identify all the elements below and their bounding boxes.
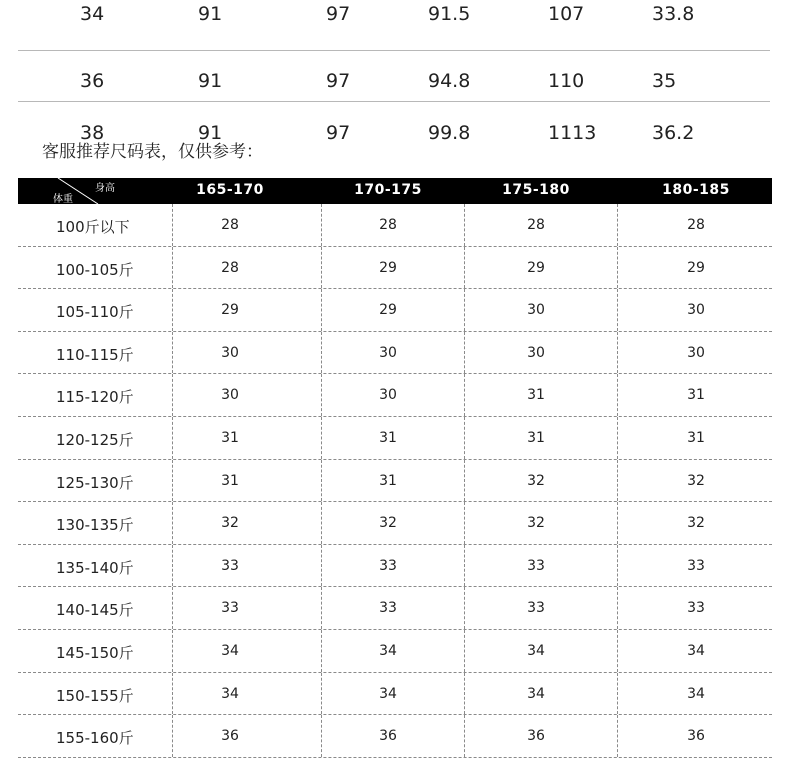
size-row bbox=[18, 673, 772, 716]
size-cell: 33 bbox=[527, 600, 545, 617]
size-cell: 29 bbox=[527, 259, 545, 276]
size-cell: 31 bbox=[687, 429, 705, 446]
measurement-cell: 94.8 bbox=[428, 70, 471, 92]
size-cell: 28 bbox=[221, 217, 239, 233]
weight-range-cell: 155-160斤 bbox=[56, 729, 134, 748]
column-divider bbox=[464, 502, 465, 544]
measurement-cell: 34 bbox=[80, 3, 105, 25]
size-cell: 29 bbox=[379, 302, 397, 319]
column-divider bbox=[464, 630, 465, 672]
size-cell: 32 bbox=[379, 515, 397, 532]
size-row bbox=[18, 502, 772, 545]
measurement-cell: 97 bbox=[326, 122, 351, 144]
size-cell: 34 bbox=[221, 685, 239, 702]
column-divider bbox=[321, 289, 322, 331]
size-cell: 29 bbox=[221, 302, 239, 319]
size-row bbox=[18, 204, 772, 247]
column-divider bbox=[617, 460, 618, 502]
size-cell: 31 bbox=[221, 429, 239, 446]
size-cell: 34 bbox=[527, 642, 545, 659]
measurement-cell: 107 bbox=[548, 3, 585, 25]
measurement-cell: 99.8 bbox=[428, 122, 471, 144]
weight-range-cell: 140-145斤 bbox=[56, 601, 134, 620]
measurement-cell: 36.2 bbox=[652, 122, 695, 144]
column-divider bbox=[321, 204, 322, 246]
size-row bbox=[18, 630, 772, 673]
size-cell: 28 bbox=[687, 217, 705, 233]
size-cell: 31 bbox=[527, 387, 545, 404]
measurement-cell: 91 bbox=[198, 70, 223, 92]
column-divider bbox=[321, 502, 322, 544]
weight-range-cell: 100斤以下 bbox=[56, 218, 130, 236]
column-divider bbox=[321, 545, 322, 587]
height-range-header: 175-180 bbox=[502, 182, 570, 198]
size-recommendation-table bbox=[18, 178, 772, 758]
column-divider bbox=[321, 374, 322, 416]
size-cell: 36 bbox=[221, 728, 239, 745]
size-cell: 33 bbox=[687, 600, 705, 617]
column-divider bbox=[464, 374, 465, 416]
column-divider bbox=[321, 460, 322, 502]
measurement-cell: 35 bbox=[652, 70, 677, 92]
corner-height-label: 身高 bbox=[95, 183, 115, 194]
measurement-cell: 36 bbox=[80, 70, 105, 92]
size-cell: 36 bbox=[527, 728, 545, 745]
column-divider bbox=[617, 502, 618, 544]
column-divider bbox=[464, 204, 465, 246]
size-cell: 34 bbox=[379, 642, 397, 659]
weight-range-cell: 130-135斤 bbox=[56, 516, 134, 535]
weight-range-cell: 150-155斤 bbox=[56, 686, 134, 705]
size-cell: 29 bbox=[379, 259, 397, 276]
size-cell: 34 bbox=[221, 642, 239, 659]
column-divider bbox=[617, 673, 618, 715]
size-cell: 34 bbox=[687, 642, 705, 659]
column-divider bbox=[321, 587, 322, 629]
size-cell: 30 bbox=[527, 344, 545, 361]
weight-range-cell: 105-110斤 bbox=[56, 303, 134, 322]
weight-range-cell: 145-150斤 bbox=[56, 643, 134, 662]
corner-weight-label: 体重 bbox=[53, 194, 73, 205]
size-cell: 31 bbox=[379, 472, 397, 489]
size-note: 客服推荐尺码表，仅供参考： bbox=[42, 142, 263, 162]
size-cell: 34 bbox=[379, 685, 397, 702]
column-divider bbox=[321, 715, 322, 757]
column-divider bbox=[464, 545, 465, 587]
size-cell: 30 bbox=[221, 344, 239, 361]
column-divider bbox=[464, 587, 465, 629]
size-cell: 32 bbox=[221, 515, 239, 532]
column-divider bbox=[617, 204, 618, 246]
size-row bbox=[18, 460, 772, 503]
header-corner-cell bbox=[18, 178, 172, 204]
size-cell: 32 bbox=[687, 515, 705, 532]
measurement-row bbox=[18, 51, 770, 102]
size-cell: 28 bbox=[527, 217, 545, 233]
size-cell: 34 bbox=[527, 685, 545, 702]
size-row bbox=[18, 587, 772, 630]
size-cell: 33 bbox=[379, 600, 397, 617]
size-cell: 31 bbox=[221, 472, 239, 489]
weight-range-cell: 120-125斤 bbox=[56, 430, 134, 449]
column-divider bbox=[617, 545, 618, 587]
column-divider bbox=[464, 460, 465, 502]
size-table-header bbox=[18, 178, 772, 204]
column-divider bbox=[617, 289, 618, 331]
size-cell: 30 bbox=[687, 302, 705, 319]
size-row bbox=[18, 374, 772, 417]
column-divider bbox=[464, 289, 465, 331]
column-divider bbox=[321, 332, 322, 374]
measurement-cell: 97 bbox=[326, 3, 351, 25]
size-row bbox=[18, 417, 772, 460]
size-row bbox=[18, 247, 772, 290]
column-divider bbox=[617, 374, 618, 416]
size-cell: 28 bbox=[379, 217, 397, 233]
column-divider bbox=[464, 247, 465, 289]
column-divider bbox=[464, 417, 465, 459]
measurement-row bbox=[18, 0, 770, 51]
size-cell: 36 bbox=[379, 728, 397, 745]
column-divider bbox=[321, 417, 322, 459]
measurement-cell: 38 bbox=[80, 122, 105, 144]
measurement-cell: 91 bbox=[198, 3, 223, 25]
weight-range-cell: 125-130斤 bbox=[56, 473, 134, 492]
weight-range-cell: 110-115斤 bbox=[56, 345, 134, 364]
size-cell: 33 bbox=[527, 557, 545, 574]
size-cell: 31 bbox=[687, 387, 705, 404]
size-cell: 33 bbox=[221, 600, 239, 617]
column-divider bbox=[617, 587, 618, 629]
size-cell: 28 bbox=[221, 259, 239, 276]
size-cell: 32 bbox=[527, 472, 545, 489]
weight-range-cell: 115-120斤 bbox=[56, 388, 134, 407]
measurement-cell: 91 bbox=[198, 122, 223, 144]
measurement-cell: 97 bbox=[326, 70, 351, 92]
size-row bbox=[18, 545, 772, 588]
column-divider bbox=[464, 715, 465, 757]
size-cell: 34 bbox=[687, 685, 705, 702]
size-cell: 32 bbox=[687, 472, 705, 489]
column-divider bbox=[464, 673, 465, 715]
size-cell: 33 bbox=[221, 557, 239, 574]
size-table-body bbox=[18, 204, 772, 758]
size-cell: 36 bbox=[687, 728, 705, 745]
measurement-cell: 33.8 bbox=[652, 3, 695, 25]
size-cell: 32 bbox=[527, 515, 545, 532]
height-range-header: 180-185 bbox=[662, 182, 730, 198]
column-divider bbox=[464, 332, 465, 374]
measurement-cell: 91.5 bbox=[428, 3, 471, 25]
column-divider bbox=[617, 417, 618, 459]
weight-range-cell: 135-140斤 bbox=[56, 558, 134, 577]
column-divider bbox=[321, 673, 322, 715]
size-row bbox=[18, 715, 772, 758]
column-divider bbox=[617, 247, 618, 289]
size-cell: 30 bbox=[687, 344, 705, 361]
size-cell: 30 bbox=[527, 302, 545, 319]
column-divider bbox=[617, 332, 618, 374]
column-divider bbox=[617, 630, 618, 672]
size-cell: 31 bbox=[379, 429, 397, 446]
column-divider bbox=[321, 630, 322, 672]
size-row bbox=[18, 289, 772, 332]
weight-range-cell: 100-105斤 bbox=[56, 260, 134, 279]
size-cell: 30 bbox=[221, 387, 239, 404]
size-cell: 31 bbox=[527, 429, 545, 446]
size-cell: 33 bbox=[687, 557, 705, 574]
size-cell: 33 bbox=[379, 557, 397, 574]
size-cell: 30 bbox=[379, 387, 397, 404]
size-row bbox=[18, 332, 772, 375]
measurement-cell: 1113 bbox=[548, 122, 597, 144]
column-divider bbox=[321, 247, 322, 289]
size-cell: 29 bbox=[687, 259, 705, 276]
height-range-header: 170-175 bbox=[354, 182, 422, 198]
measurement-cell: 110 bbox=[548, 70, 585, 92]
measurement-table bbox=[18, 0, 770, 152]
column-divider bbox=[617, 715, 618, 757]
height-range-header: 165-170 bbox=[196, 182, 264, 198]
size-cell: 30 bbox=[379, 344, 397, 361]
